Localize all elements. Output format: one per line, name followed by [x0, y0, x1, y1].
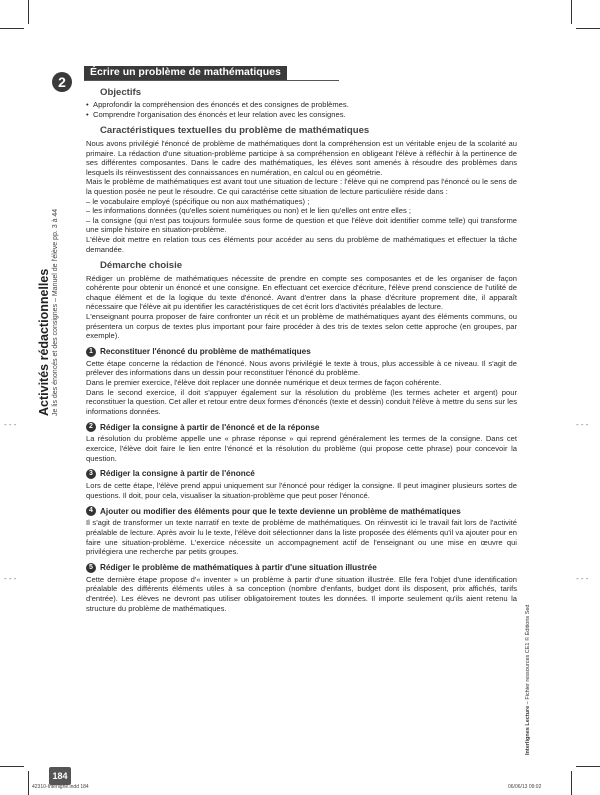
side-header — [37, 96, 77, 416]
page-number: 184 — [49, 767, 71, 785]
crop-mark — [0, 28, 24, 29]
demarche-heading: Démarche choisie — [100, 260, 183, 272]
crop-mark — [576, 28, 600, 29]
step-title: Rédiger la consigne à partir de l'énoncé et de la réponse — [100, 422, 320, 432]
step-title: Reconstituer l'énoncé du problème de mathématiques — [100, 347, 311, 357]
paragraph: Lors de cette étape, l'élève prend appui uniquement sur l'énoncé pour rédiger la consigne. Il peut imaginer plusieurs sortes de questions. Il doit, pour cela, visualiser la situation-problème que peut poser l'énoncé. — [86, 481, 517, 500]
paragraph: – la consigne (qui n'est pas toujours formulée sous forme de question et que l'élève doit identifier comme telle) qui transforme une simple histoire en situation-problème. — [86, 215, 517, 235]
step-number-icon: 4 — [86, 506, 96, 516]
paragraph: Dans le second exercice, il doit s'appuyer également sur la résolution du problème (les termes acheter et argent) pour reconstituer la question. Cet aller et retour entre deux formes d'énoncés (texte et dessin) conduit l'élève à mettre du sens sur les informations données. — [86, 387, 517, 416]
paragraph: – le vocabulaire employé (spécifique ou non aux mathématiques) ; — [86, 196, 310, 206]
title-underline — [84, 80, 339, 81]
list-item: • Approfondir la compréhension des énoncés et des consignes de problèmes. — [86, 100, 517, 110]
crop-mark — [0, 766, 24, 767]
step-number-icon: 1 — [86, 347, 96, 357]
paragraph: Il s'agit de transformer un texte narratif en texte de problème de mathématiques. On réinvestit ici le travail fait lors de l'activité préalable de lecture. Après avoir lu le texte, l'élève doit sélectionner dans la liste proposée des éléments qu'il va ajouter pour en faire une situation-problème. L'exercice nécessite un accompagnement actif de l'enseignant ou une mise en œuvre qui privilégiera une recherche par petits groupes. — [86, 518, 517, 557]
caracteristiques-heading: Caractéristiques textuelles du problème de mathématiques — [100, 125, 370, 137]
fold-mark: - - - — [576, 420, 589, 429]
side-subtitle: Je lis des énoncés et des consignes – Manuel de l'élève pp. 3 à 44 — [52, 208, 59, 416]
step-number-icon: 2 — [86, 422, 96, 432]
list-item: • Comprendre l'organisation des énoncés et leur relation avec les consignes. — [86, 110, 517, 120]
paragraph: – les informations données (qu'elles soient numériques ou non) et le lien qu'elles ont entre elles ; — [86, 206, 411, 216]
step-title: Rédiger le problème de mathématiques à partir d'une situation illustrée — [100, 562, 377, 572]
page-title: Écrire un problème de mathématiques — [84, 66, 287, 80]
crop-mark — [571, 0, 572, 24]
footer-left: 42310-Interligne.indd 184 — [32, 784, 89, 790]
step-heading — [86, 469, 517, 479]
crop-mark — [28, 771, 29, 795]
paragraph: Rédiger un problème de mathématiques nécessite de prendre en compte ses composantes et de les organiser de façon cohérente pour obtenir un énoncé et une consigne. En effectuant cet exercice d'écriture, l'élève prend conscience de l'utilité de chaque élément et de la logique du texte d'énoncé. Avant d'entrer dans la phase d'écriture proprement dite, il apparaît nécessaire que l'élève ait pu identifier les caractéristiques de cet écrit lors d'activités préalables de lecture. — [86, 273, 517, 312]
footer-right: 06/06/13 09:02 — [508, 784, 542, 790]
paragraph: Mais le problème de mathématiques est avant tout une situation de lecture : l'élève qui ne comprend pas l'énoncé ou le sens de la question posée ne peut le résoudre. Ce qui caractérise cette situation de lecture particulière réside dans : — [86, 177, 517, 196]
crop-mark — [28, 0, 29, 24]
step-heading — [86, 563, 517, 573]
step-heading — [86, 347, 517, 357]
paragraph: Cette étape concerne la rédaction de l'énoncé. Nous avons privilégié le texte à trous, plus accessible à ce niveau. Il s'agit de prélever des informations dans un dessin pour reconstituer l'énoncé du problème. — [86, 358, 517, 378]
step-title: Ajouter ou modifier des éléments pour que le texte devienne un problème de mathématiques — [100, 506, 461, 516]
crop-mark — [571, 771, 572, 795]
paragraph: La résolution du problème appelle une « phrase réponse » qui reprend généralement les termes de la consigne. Dans cet exercice, l'élève doit faire le lien entre l'énoncé et la résolution du problème (qui propose cette phrase) pour concevoir la question. — [86, 434, 517, 463]
fold-mark: - - - — [4, 420, 17, 429]
fold-mark: - - - — [576, 574, 589, 583]
step-number-icon: 3 — [86, 469, 96, 479]
main-content — [86, 66, 517, 613]
paragraph: L'enseignant pourra proposer de faire confronter un récit et un problème de mathématiques ayant des éléments communs, ou présentera un corpus de textes plus important pour faire procéder à des tris de textes selon cette approche (en groupes, par exemple). — [86, 312, 517, 341]
step-heading — [86, 506, 517, 516]
step-title: Rédiger la consigne à partir de l'énoncé — [100, 469, 255, 479]
objectifs-list — [86, 100, 517, 119]
paragraph: Cette dernière étape propose d'« inventer » un problème à partir d'une situation illustrée. Elle fera l'objet d'une identification préalable des différents éléments utiles à sa conception (nombre d'enfants, budget dont ils disposent, prix affichés, tarifs d'entrée). Les élèves ne devront pas utiliser obligatoirement toutes les données. Il importe seulement qu'ils aient retenu la structure du problème de mathématiques. — [86, 574, 517, 613]
brand-text: Interlignes Lecture — [525, 705, 531, 755]
side-title: Activités rédactionnelles — [37, 268, 51, 416]
fold-mark: - - - — [4, 574, 17, 583]
crop-mark — [576, 766, 600, 767]
copyright-text: – Fichier ressources CE1 © Éditions Sed — [525, 604, 531, 706]
step-heading — [86, 422, 517, 432]
objectifs-heading: Objectifs — [100, 86, 142, 98]
step-number-icon: 5 — [86, 563, 96, 573]
paragraph: L'élève doit mettre en relation tous ces éléments pour accéder au sens du problème de mathématiques et effectuer la tâche demandée. — [86, 234, 517, 254]
paragraph: Nous avons privilégié l'énoncé de problème de mathématiques dont la compréhension est un véritable enjeu de la scolarité au primaire. La rédaction d'une situation-problème participe à sa compréhension en obligeant l'élève à réfléchir à la pertinence de ses différentes composantes. Dans le cadre des mathématiques, les élèves sont amenés à résoudre des problèmes dans lesquels ils réinvestissent des connaissances en numération, en calcul ou en géométrie. — [86, 138, 517, 177]
chapter-badge: 2 — [52, 72, 72, 92]
copyright-side — [525, 555, 539, 755]
paragraph: Dans le premier exercice, l'élève doit replacer une donnée numérique et deux termes de façon cohérente. — [86, 378, 442, 388]
